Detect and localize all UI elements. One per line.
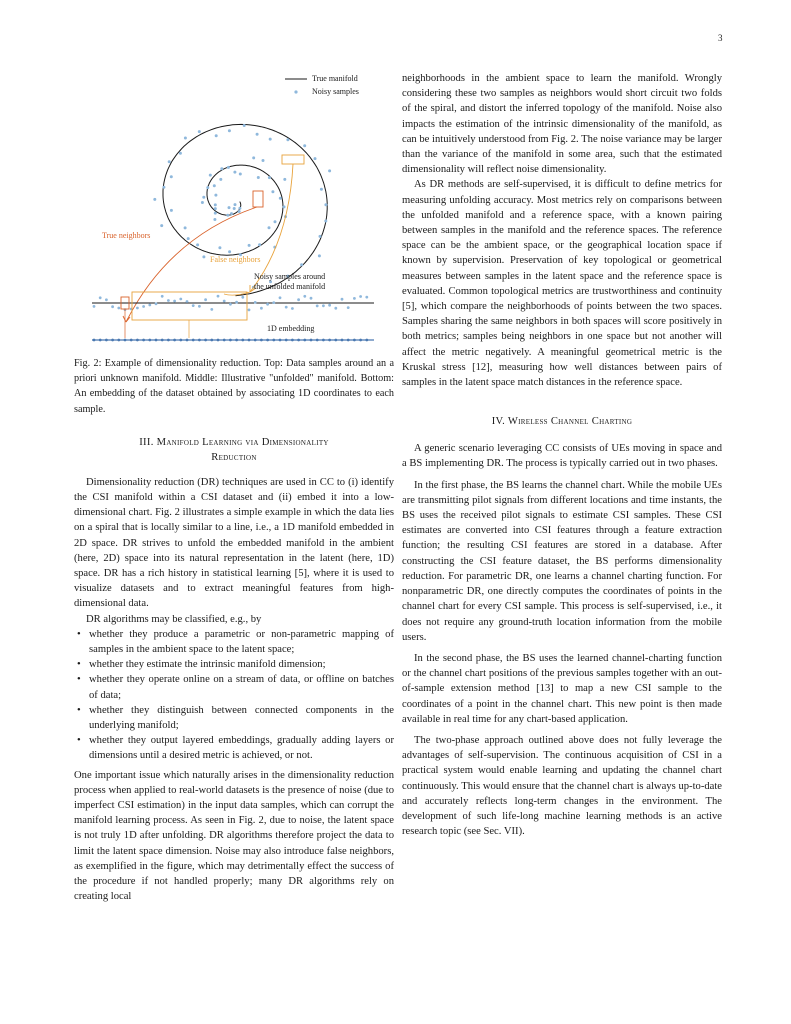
embedding-sample [328, 339, 331, 342]
noisy-sample [233, 207, 236, 210]
page-number: 3 [718, 33, 723, 43]
unfolded-sample [105, 298, 108, 301]
noisy-sample [170, 175, 173, 178]
noisy-sample [234, 203, 237, 206]
noisy-sample [268, 226, 271, 229]
embedding-sample [241, 339, 244, 342]
noisy-sample [162, 186, 165, 189]
section-3-heading [86, 435, 382, 465]
label-true-neighbors: True neighbors [102, 231, 151, 240]
section-3-paragraph-3: One important issue which naturally arises in the dimensionality reduction process when applied to real-world datasets is the presence of noise (due to imperfect CSI estimation) in the input data samples, which can corrupt the manifold learning process. As seen in Fig. 2, due to noise, the latent space is not truly 1D after unfolding. DR algorithms therefore project the data to limit the latent space dimension. Noise may also introduce false neighbors, as exemplified in the figure, which may detrimentally effect the success of the procedure if not handled properly; many DR algorithms rely on creating local [74, 769, 394, 903]
unfolded-sample [328, 304, 331, 307]
spiral-manifold [163, 124, 327, 295]
list-item: • whether they distinguish between connected components in the underlying manifold; [89, 703, 394, 733]
unfolded-sample [316, 305, 319, 308]
noisy-sample [269, 138, 272, 141]
noisy-sample [230, 212, 233, 215]
section-3-heading-line2: Reduction [211, 451, 257, 463]
embedding-sample [148, 339, 151, 342]
noisy-sample [274, 220, 277, 223]
embedding-sample [186, 339, 189, 342]
legend-sample-marker [294, 90, 297, 93]
section-3-paragraph-2: DR algorithms may be classified, e.g., by [86, 613, 262, 625]
noisy-sample [160, 224, 163, 227]
right-paragraph-4: In the first phase, the BS learns the channel chart. While the mobile UEs are transmitting pilot signals from different locations and time instants, the BS uses the received pilot signals to estimate CSI samples. These CSI estimates are converted into CSI features through a feature extraction function; the resulting CSI features are stored in a database. After constructing the CSI feature dataset, the BS performs dimensionality reduction. For parametric DR, one learns a channel charting function. For nonparametric DR, one directly computes the coordinates of points in the channel chart for every CSI sample. This process is self-supervised, i.e., it does not require any ground-truth location information from the mobile users. [402, 479, 722, 643]
embedding-sample [93, 339, 96, 342]
unfolded-sample [260, 307, 263, 310]
figure-2 [74, 72, 394, 352]
noisy-sample [179, 152, 182, 155]
embedding-sample [192, 339, 195, 342]
unfolded-sample [359, 295, 362, 298]
noisy-sample [227, 166, 230, 169]
unfolded-sample [353, 297, 356, 300]
embedding-sample [303, 339, 306, 342]
noisy-sample [271, 190, 274, 193]
legend-true-manifold: True manifold [312, 74, 358, 83]
noisy-sample [283, 178, 286, 181]
embedding-sample [353, 339, 356, 342]
embedding-sample [111, 339, 114, 342]
true-neighbors-box [253, 191, 263, 207]
embedding-sample [173, 339, 176, 342]
embedding-sample [279, 339, 282, 342]
noisy-sample [238, 210, 241, 213]
section-3-paragraph-1: Dimensionality reduction (DR) techniques are used in CC to (i) identify the CSI manifold within a CSI dataset and (ii) embed it into a low-dimensional chart. Fig. 2 illustrates a simple example in which the data lies on a spiral that is locally similar to a line, i.e., a 1D manifold embedded in 2D space. DR strives to unfold the embedded manifold in the ambient (here, 2D) space into its natural representation in the latent (here, 1D) space. DR has a rich history in statistical learning [5], where it is used to visualize datasets and to extract meaningful features from high-dimensional data. [74, 476, 394, 610]
right-paragraph-3: A generic scenario leveraging CC consists of UEs moving in space and a BS implementing DR. The process is typically carried out in two phases. [402, 443, 722, 470]
unfolded-sample [254, 301, 257, 304]
embedding-sample [248, 339, 251, 342]
noisy-sample [258, 243, 261, 246]
right-paragraph-2: As DR methods are self-supervised, it is difficult to define metrics for measuring unfolding accuracy. Most metrics rely on comparisons between the unfolded manifold and a reference space, with a known pairing between samples in the manifold and the reference spaces. The reference space can be the ambient space, or the geographical location space if known by supervision. Preservation of key topological or geometrical measures between samples in the latent space and the reference space is evaluated. Common topological metrics are trustworthiness and continuity [5], which compare the neighborhoods of points between the two spaces. Samples sharing the same neighbors in both spaces will score positively in both metrics; samples being neighbors in one space but not another will affect the metric negatively. A meaningful geometrical metric is the Kruskal stress [12], measuring how well distances between pairs of samples in the latent space match distances in the reference space. [402, 179, 722, 389]
noisy-sample [262, 159, 265, 162]
label-noisy-around-1: Noisy samples around [254, 272, 326, 281]
noisy-sample [226, 214, 229, 217]
embedding-sample [130, 339, 133, 342]
noisy-sample [256, 133, 259, 136]
unfolded-sample [155, 302, 158, 305]
embedding-sample [291, 339, 294, 342]
right-paragraph-1: neighborhoods in the ambient space to learn the manifold. Wrongly considering these two samples as neighbors would short circuit two folds of the spiral, and distort the inferred topology of the manifold. Noise also impacts the estimation of the intrinsic dimensionality of the manifold, as can be intuitively understood from Fig. 2. The noise variance may be larger than the variance of the manifold in some area, such that the estimated dimensionality will reflect noise dimensionality. [402, 73, 722, 176]
noisy-sample [202, 196, 205, 199]
noisy-sample [320, 188, 323, 191]
embedding-sample [124, 339, 127, 342]
figure-graphic [74, 72, 394, 352]
embedding-sample [359, 339, 362, 342]
unfolded-sample [210, 308, 213, 311]
noisy-sample [206, 186, 209, 189]
noisy-sample [196, 243, 199, 246]
noisy-sample [215, 134, 218, 137]
noisy-samples [153, 124, 331, 289]
noisy-sample [324, 220, 327, 223]
unfolded-sample [99, 296, 102, 299]
embedding-sample [210, 339, 213, 342]
noisy-sample [214, 203, 217, 206]
unfolded-sample [192, 304, 195, 307]
noisy-sample [257, 176, 260, 179]
noisy-sample [219, 178, 222, 181]
unfolded-sample [235, 301, 238, 304]
noisy-sample [252, 156, 255, 159]
unfolded-sample [204, 298, 207, 301]
unfolded-sample [322, 304, 325, 307]
embedding-sample [285, 339, 288, 342]
noisy-sample [318, 254, 321, 257]
noisy-sample [228, 206, 231, 209]
noisy-sample [187, 237, 190, 240]
unfolded-sample [136, 307, 139, 310]
embedding-sample [99, 339, 102, 342]
unfolded-sample [279, 296, 282, 299]
noisy-sample [328, 169, 331, 172]
unfolded-sample [142, 305, 145, 308]
embedding-sample [254, 339, 257, 342]
label-noisy-around-2: the unfolded manifold [254, 282, 326, 291]
right-column [402, 71, 722, 839]
unfolded-sample [334, 307, 337, 310]
dr-classification-list [74, 627, 394, 764]
unfolded-sample [229, 303, 232, 306]
unfolded-sample [93, 305, 96, 308]
section-4-heading: IV. Wireless Channel Charting [491, 416, 633, 428]
embedding-sample [161, 339, 164, 342]
left-column [74, 72, 394, 905]
embedding-sample [341, 339, 344, 342]
list-item: • whether they estimate the intrinsic manifold dimension; [89, 657, 394, 672]
noisy-sample [314, 157, 317, 160]
embedding-sample [272, 339, 275, 342]
unfolded-sample [272, 301, 275, 304]
noisy-sample [168, 160, 171, 163]
noisy-sample [202, 255, 205, 258]
unfolded-sample [161, 295, 164, 298]
noisy-sample [198, 130, 201, 133]
embedding-sample [297, 339, 300, 342]
list-item: • whether they produce a parametric or non-parametric mapping of samples in the ambient space to the latent space; [89, 627, 394, 657]
embedding-sample [334, 339, 337, 342]
unfolded-sample [248, 309, 251, 312]
embedding-sample [179, 339, 182, 342]
legend-noisy-samples: Noisy samples [312, 87, 359, 96]
embedding-sample [347, 339, 350, 342]
noisy-sample [243, 124, 246, 127]
noisy-sample [184, 226, 187, 229]
false-neighbors-box [282, 155, 304, 164]
noisy-sample [283, 205, 286, 208]
noisy-sample [214, 207, 217, 210]
section-3-heading-line1: III. Manifold Learning via Dimensionality [139, 436, 329, 448]
unfolded-sample [365, 296, 368, 299]
noisy-sample [279, 197, 282, 200]
unfolded-sample [297, 298, 300, 301]
embedding-sample [266, 339, 269, 342]
embedding-sample [322, 339, 325, 342]
noisy-sample [220, 167, 223, 170]
unfolded-sample [186, 300, 189, 303]
noisy-sample [268, 176, 271, 179]
list-item: • whether they output layered embeddings, gradually adding layers or dimensions until a desired metric is achieved, or not. [89, 733, 394, 763]
label-1d-embedding: 1D embedding [267, 324, 315, 333]
true-neighbors-arrow [126, 207, 257, 322]
noisy-sample [201, 201, 204, 204]
unfolded-sample [173, 300, 176, 303]
embedding-sample [316, 339, 319, 342]
embedding-sample [155, 339, 158, 342]
noisy-sample [233, 171, 236, 174]
embedding-sample [142, 339, 145, 342]
noisy-sample [214, 212, 217, 215]
list-item: • whether they operate online on a stream of data, or offline on batches of data; [89, 672, 394, 702]
embedding-sample [229, 339, 232, 342]
unfolded-sample [198, 305, 201, 308]
unfolded-sample [223, 300, 226, 303]
embedding-sample [204, 339, 207, 342]
figure-caption: Fig. 2: Example of dimensionality reduction. Top: Data samples around an a priori unknown manifold. Middle: Illustrative "unfolded" manifold. Bottom: An embedding of the dataset obtained by associating 1D coordinates to each sample. [74, 358, 394, 415]
noisy-sample [248, 244, 251, 247]
noisy-sample [213, 184, 216, 187]
unfolded-sample [341, 298, 344, 301]
noisy-sample [286, 138, 289, 141]
unfolded-sample [217, 295, 220, 298]
noisy-sample [184, 137, 187, 140]
noisy-sample [153, 198, 156, 201]
label-false-neighbors: False neighbors [210, 255, 261, 264]
unfolded-sample [148, 304, 151, 307]
unfolded-sample [310, 297, 313, 300]
embedding-sample [217, 339, 220, 342]
unfolded-sample [291, 307, 294, 310]
embedding-sample [223, 339, 226, 342]
unfolded-sample [347, 306, 350, 309]
unfolded-sample [111, 305, 114, 308]
noisy-sample [324, 203, 327, 206]
unfolded-sample [117, 307, 120, 310]
embedding-sample [136, 339, 139, 342]
embedding-sample [198, 339, 201, 342]
noisy-sample [170, 209, 173, 212]
embedding-sample [365, 339, 368, 342]
unfolded-sample [167, 299, 170, 302]
noisy-sample [209, 174, 212, 177]
noisy-sample [238, 207, 241, 210]
noisy-sample [228, 129, 231, 132]
unfolded-sample [266, 303, 269, 306]
noisy-sample [214, 194, 217, 197]
noisy-sample [300, 263, 303, 266]
noisy-sample [239, 173, 242, 176]
right-paragraph-6: The two-phase approach outlined above does not fully leverage the advantages of self-supervision. The continuous acquisition of CSI in a practical system would enable learning and updating the channel chart continuously. This would ensure that the channel chart is always up-to-date and accurately reflects long-term changes in the environment. The development of such life-long machine learning methods is an active research topic (see Sec. VII). [402, 734, 722, 838]
noisy-sample [218, 246, 221, 249]
embedding-sample [260, 339, 263, 342]
right-paragraph-5: In the second phase, the BS uses the learned channel-charting function or the channel chart positions of the previous samples together with an out-of-sample extension method [13] to map a new CSI sample to the coordinates of a point in the channel chart. This new point is then made available in real time for any chart-based application. [402, 652, 722, 725]
embedding-sample [105, 339, 108, 342]
embedding-sample [310, 339, 313, 342]
embedding-sample [167, 339, 170, 342]
noisy-sample [228, 250, 231, 253]
unfolded-sample [285, 306, 288, 309]
unfolded-sample [179, 298, 182, 301]
unfolded-sample [303, 295, 306, 298]
embedding-sample [117, 339, 120, 342]
embedding-sample [235, 339, 238, 342]
noisy-sample [213, 218, 216, 221]
unfolded-sample [241, 296, 244, 299]
noisy-sample [303, 144, 306, 147]
noisy-sample [319, 235, 322, 238]
